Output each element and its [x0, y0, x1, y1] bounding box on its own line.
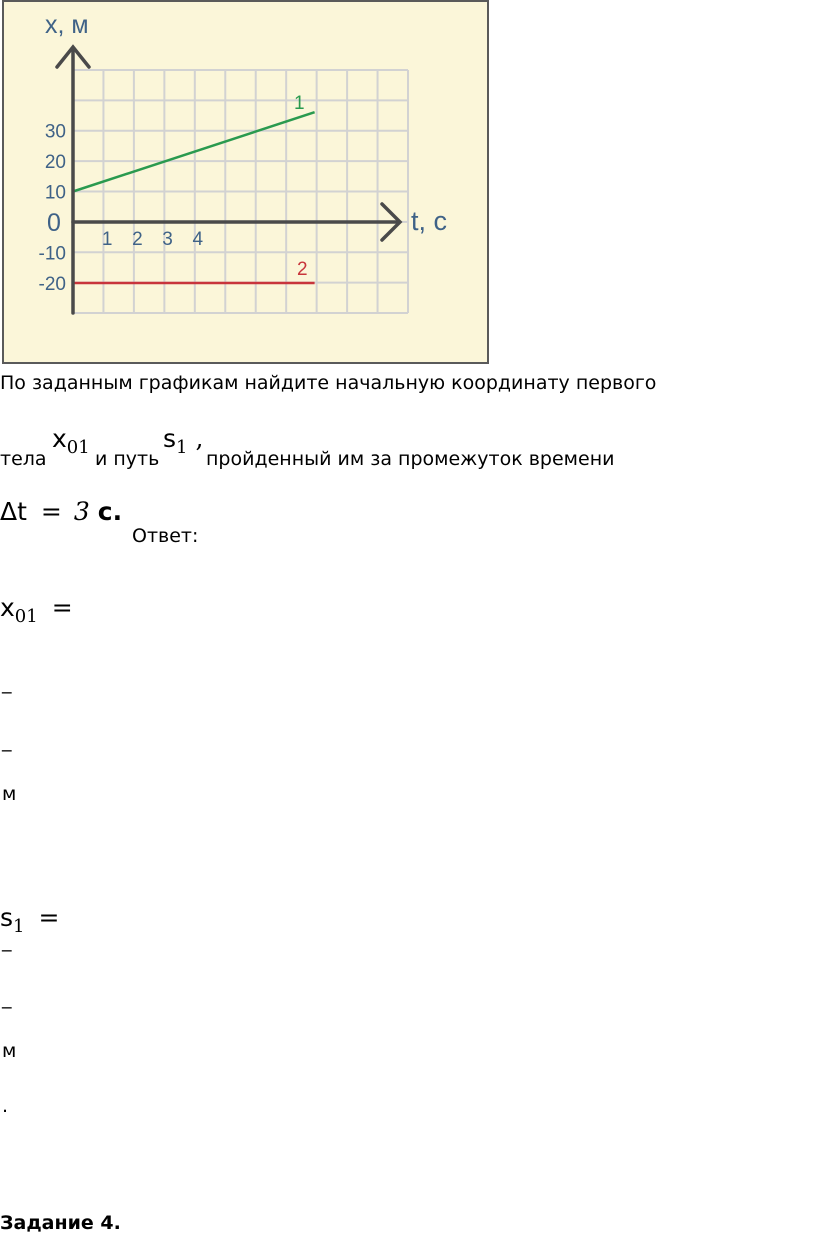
- x-tick-label: 1: [101, 229, 113, 250]
- formula-delta-t: [0, 497, 122, 526]
- origin-label: 0: [47, 209, 61, 237]
- graph-frame: [3, 1, 488, 363]
- problem-text-body-word: тела: [0, 448, 47, 470]
- line2-label: 2: [297, 259, 308, 280]
- x-axis-label: t, с: [411, 206, 448, 236]
- position-time-graph: [2, 0, 490, 366]
- y-tick-label: -20: [38, 274, 66, 295]
- answer-x01-subscript: 01: [14, 606, 38, 627]
- answer-x01-blank-1[interactable]: _: [2, 672, 12, 694]
- task-heading: Задание 4.: [0, 1212, 121, 1234]
- s1-subscript: 1: [176, 437, 188, 458]
- delta-t-value: 3: [73, 497, 90, 526]
- answer-label: Ответ:: [132, 525, 199, 547]
- answer-x01-symbol: x: [0, 593, 15, 622]
- problem-text-passed: пройденный им за промежуток времени: [206, 448, 615, 470]
- x-tick-label: 3: [162, 229, 173, 250]
- y-axis-label: x, м: [45, 11, 89, 39]
- answer-s1-period: .: [2, 1095, 9, 1117]
- y-tick-label: -10: [38, 243, 66, 265]
- y-tick-label: 20: [44, 152, 66, 173]
- problem-text-and-path: и путь: [95, 448, 160, 470]
- formula-x01: [52, 424, 90, 458]
- problem-text-line1: По заданным графикам найдите начальную координату первого: [0, 372, 657, 394]
- x-tick-label: 2: [132, 229, 143, 250]
- answer-x01-blank-2[interactable]: _: [2, 730, 12, 752]
- answer-s1-blank-1[interactable]: _: [2, 930, 12, 952]
- answer-x01-unit: м: [2, 783, 17, 805]
- answer-x01-formula: [0, 593, 73, 627]
- x-tick-label: 4: [192, 229, 204, 250]
- x01-subscript: 01: [66, 437, 90, 458]
- delta-t-symbol: Δt: [0, 497, 27, 526]
- delta-t-unit: с.: [97, 497, 123, 526]
- s1-symbol: s: [163, 424, 177, 453]
- answer-s1-blank-2[interactable]: _: [2, 987, 12, 1009]
- formula-s1: [163, 424, 203, 458]
- answer-s1-symbol: s: [0, 903, 14, 932]
- y-tick-label: 30: [44, 121, 66, 143]
- x01-symbol: x: [52, 424, 67, 453]
- answer-x01-equals: =: [51, 593, 73, 622]
- answer-s1-equals: =: [38, 903, 60, 932]
- delta-t-equals: =: [40, 497, 62, 526]
- line1-label: 1: [294, 93, 305, 114]
- answer-s1-unit: м: [2, 1040, 17, 1062]
- y-tick-label: 10: [44, 182, 66, 204]
- answer-s1-subscript: 1: [13, 916, 25, 937]
- s1-comma: ,: [195, 424, 204, 453]
